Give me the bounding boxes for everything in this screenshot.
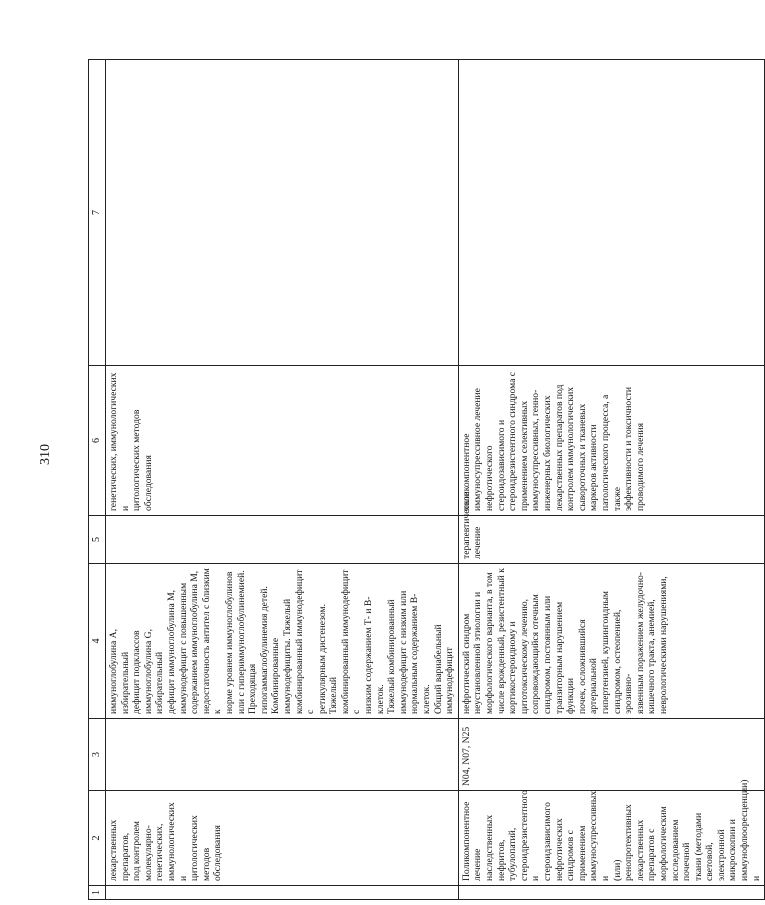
column-header: 4 — [89, 564, 106, 719]
table-row — [458, 60, 764, 900]
table-cell: иммуноглобулина А, избирательный дефицит подклассов иммуноглобулина G, избирательный дефицит иммуноглобулина М, иммунодефицит с повышенным содержанием иммуноглобулина М, недостаточность антител с близким к норме уровнем иммуноглобулинов или с гипериммуноглобулинемией. Преходящая гипогаммаглобулинемия детей. Комбинированные иммунодефициты. Тяжелый комбинированный иммунодефицит с ретикулярным дисгенезом. Тяжелый комбинированный иммунодефицит с низким содержанием Т- и В-клеток. Тяжелый комбинированный иммунодефицит с низким или нормальным содержанием В-клеток. Общий вариабельный иммунодефицит — [106, 564, 459, 719]
table-cell: нефротический синдром неустановленной этиологии и морфологического варианта, в том числе врожденный, резистентный к кортикостероидному и цитотоксическому лечению, сопровождающийся отечным синдромом, постоянным или транзиторным нарушением функции почек, осложнившийся артериальной гипертензией, кушингоидным синдромом, остеопенией, эрозивно- язвенным поражением желудочно- кишечного тракта, анемией, неврологическими нарушениями, — [458, 564, 764, 719]
column-header: 2 — [89, 791, 106, 886]
table-cell — [106, 719, 459, 791]
column-header: 3 — [89, 719, 106, 791]
table-cell: лекарственных препаратов, под контролем молекулярно-генетических, иммунологических и цитологических методов обследования — [106, 791, 459, 886]
table-cell: Поликомпонентное лечение наследственных нефритов, тубулопатий, стероидрезистентного и стероидзависимого нефротических синдромов с применением иммуносупрессивных и (или) ренопротективных лекарственных препаратов с морфологическим исследованием почечной ткани (методами световой, электронной микроскопии и иммунофлюоресценции) и — [458, 791, 764, 886]
table-frame — [88, 60, 762, 900]
page-number: 310 — [38, 444, 53, 465]
table-cell: генетических, иммунологических и цитологических методов обследования — [106, 366, 459, 516]
table-cell: поликомпонентное иммуносупрессивное лечение нефротического стероидозависимого и стероидрезистентного синдрома с применением селективных иммуносупрессивных, генно- инженерных биологических лекарственных препаратов под контролем иммунологических сывороточных и тканевых маркеров активности патологического процесса, а также эффективности и токсичности проводимого лечения — [458, 366, 764, 516]
table-cell: N04, N07, N25 — [458, 719, 764, 791]
data-table — [88, 59, 765, 900]
table-row — [106, 60, 459, 900]
column-header: 1 — [89, 886, 106, 900]
table-header-row — [89, 60, 106, 900]
table-cell — [106, 516, 459, 564]
table-cell — [458, 60, 764, 366]
table-cell — [106, 60, 459, 366]
table-cell — [458, 886, 764, 900]
table-cell — [106, 886, 459, 900]
table-cell: терапевтическое лечение — [458, 516, 764, 564]
column-header: 6 — [89, 366, 106, 516]
column-header: 7 — [89, 60, 106, 366]
column-header: 5 — [89, 516, 106, 564]
